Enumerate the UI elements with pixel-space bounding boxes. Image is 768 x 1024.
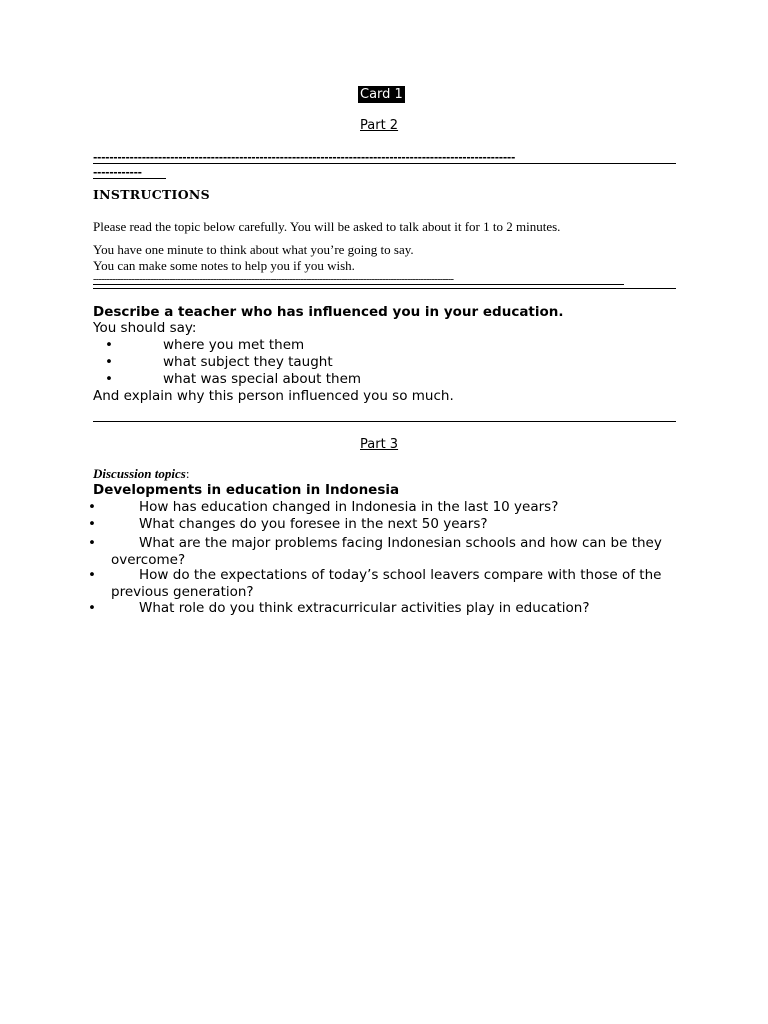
discussion-topic-heading: Developments in education in Indonesia — [93, 482, 400, 498]
bullet-icon: • — [88, 600, 96, 616]
question-text: What changes do you foresee in the next 50 years? — [139, 516, 488, 532]
thin-dash-separator: ------------------------------------------------------------------------------------------------------------------------------------ — [93, 276, 454, 284]
instruction-text-1: Please read the topic below carefully. You will be asked to talk about it for 1 to 2 minutes. — [93, 219, 561, 234]
bullet-icon: • — [88, 567, 96, 583]
discussion-label-text: Discussion topics — [93, 466, 186, 481]
part3-heading: Part 3 — [360, 437, 399, 452]
closing-instruction: And explain why this person influenced you so much. — [93, 388, 454, 404]
bullet-icon: • — [105, 354, 113, 370]
question-text: What are the major problems facing Indonesian schools and how can be they overcome? — [111, 535, 662, 568]
question-text: How has education changed in Indonesia in the last 10 years? — [139, 499, 559, 515]
bullet-icon: • — [88, 516, 96, 532]
card-title: Card 1 — [360, 87, 403, 102]
separator-rule-4 — [93, 288, 676, 289]
dash-separator-1: -------------------------------------------------------------------------------------------------------- — [93, 152, 516, 164]
part2-heading: Part 2 — [360, 118, 399, 133]
bullet-icon: • — [105, 337, 113, 353]
bullet-text: what subject they taught — [163, 354, 333, 370]
dash-separator-2: ------------ — [93, 167, 142, 179]
instruction-text-3: You can make some notes to help you if you wish. — [93, 258, 355, 273]
separator-rule-1 — [93, 163, 676, 164]
question-text: How do the expectations of today’s school leavers compare with those of the previous generation? — [111, 567, 662, 600]
bullet-icon: • — [88, 499, 96, 515]
separator-rule-2 — [93, 178, 166, 179]
instruction-text-2: You have one minute to think about what you’re going to say. — [93, 242, 414, 257]
instructions-heading: INSTRUCTIONS — [93, 187, 210, 202]
bullet-icon: • — [105, 371, 113, 387]
discussion-label-colon: : — [185, 466, 190, 481]
discussion-label — [93, 466, 189, 482]
separator-rule-3 — [93, 284, 624, 285]
bullet-text: where you met them — [163, 337, 305, 353]
you-should-say: You should say: — [93, 320, 197, 336]
bullet-icon: • — [88, 535, 96, 551]
topic-title: Describe a teacher who has influenced you in your education. — [93, 304, 564, 320]
question-text: What role do you think extracurricular activities play in education? — [139, 600, 590, 616]
bullet-text: what was special about them — [163, 371, 362, 387]
separator-rule-5 — [93, 421, 676, 422]
